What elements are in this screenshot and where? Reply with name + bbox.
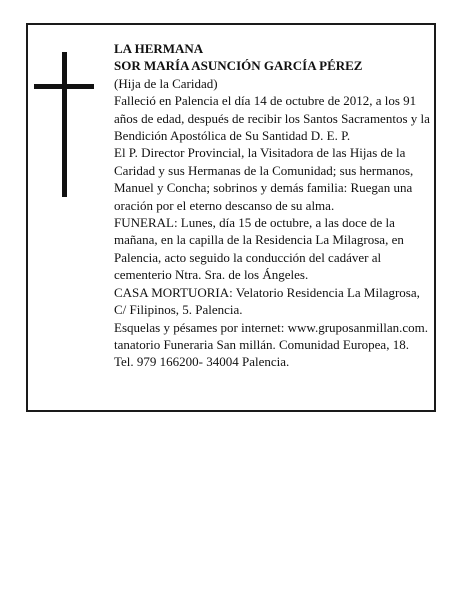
family-announcement: El P. Director Provincial, la Visitadora de las Hijas de la Caridad y sus Hermanas de la Comunidad; sus hermanos, Manuel y Concha; sobrinos y demás familia: Ruegan una oración por el eterno descanso de su alma.	[114, 145, 414, 213]
cross-vertical-bar	[62, 52, 67, 197]
title-line-1: LA HERMANA	[114, 41, 204, 56]
mortuary-details: CASA MORTUORIA: Velatorio Residencia La Milagrosa, C/ Filipinos, 5. Palencia.	[114, 284, 420, 318]
latin-cross-icon	[34, 52, 94, 197]
deceased-subtitle: (Hija de la Caridad)	[114, 75, 218, 91]
cross-horizontal-bar	[34, 84, 94, 89]
obituary-text	[114, 40, 430, 371]
internet-condolences: Esquelas y pésames por internet: www.gruposanmillan.com.	[114, 319, 428, 335]
funeral-details: FUNERAL: Lunes, día 15 de octubre, a las doce de la mañana, en la capilla de la Residencia La Milagrosa, en Palencia, acto seguido la conducción del cadáver al cementerio Ntra. Sra. de los Ángeles.	[114, 215, 404, 283]
death-announcement: Falleció en Palencia el día 14 de octubre de 2012, a los 91 años de edad, después de recibir los Santos Sacramentos y la Bendición Apostólica de Su Santidad D. E. P.	[114, 93, 430, 144]
funeral-home-details: tanatorio Funeraria San millán. Comunidad Europea, 18. Tel. 979 166200- 34004 Palencia.	[114, 336, 409, 370]
deceased-name: SOR MARÍA ASUNCIÓN GARCÍA PÉREZ	[114, 58, 363, 74]
